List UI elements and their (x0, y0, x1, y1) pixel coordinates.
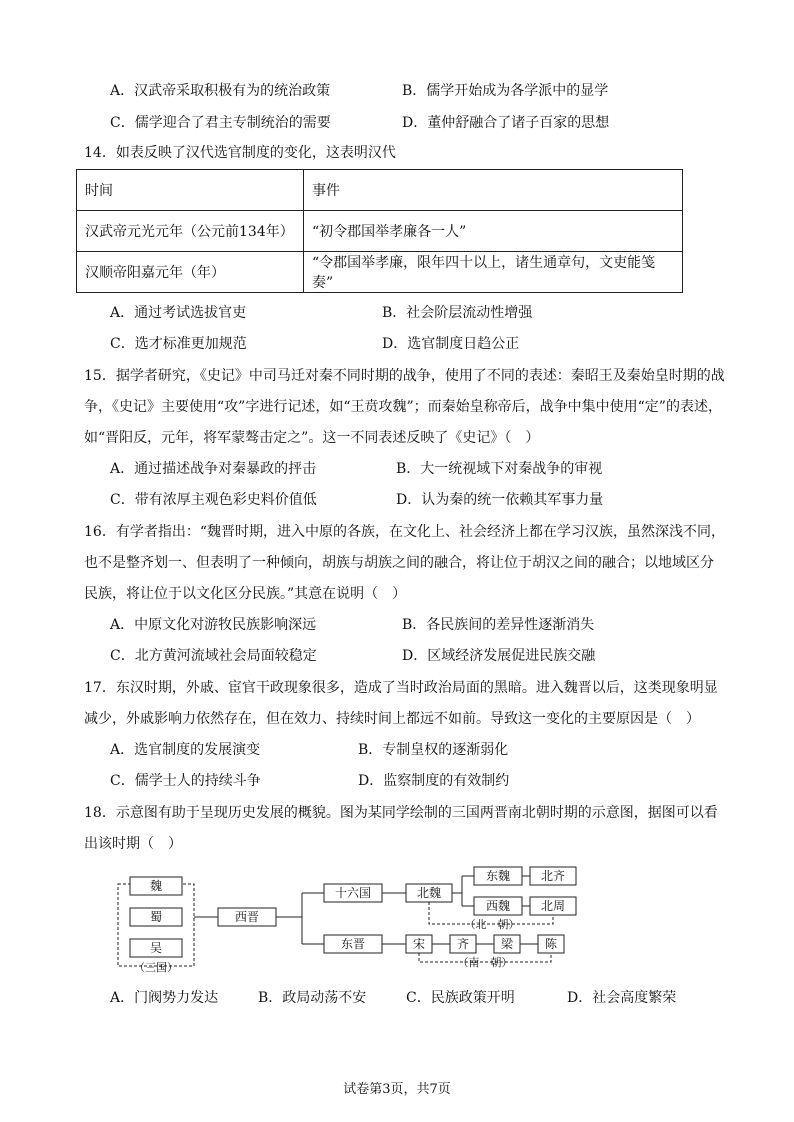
q14-option-c: C．选才标准更加规范 (110, 336, 247, 352)
table-cell: “初令郡国举孝廉各一人” (304, 211, 683, 252)
q17-option-a: A．选官制度的发展演变 (110, 742, 261, 758)
label-east-jin: 东晋 (340, 937, 366, 951)
q16-option-d: D．区域经济发展促进民族交融 (402, 648, 596, 664)
q16-option-a: A．中原文化对游牧民族影响深远 (110, 617, 317, 633)
table-cell: “令郡国举孝廉，限年四十以上，诸生通章句，文吏能笺奏” (304, 252, 683, 293)
q16-option-b: B．各民族间的差异性逐渐消失 (402, 617, 595, 633)
label-sixteen-kingdoms: 十六国 (334, 886, 372, 900)
q17-line-1: 17．东汉时期，外戚、宦官干政现象很多，造成了当时政治局面的黑暗。进入魏晋以后，这类现象明显 (84, 680, 718, 696)
q16-line-2: 也不是整齐划一、但表明了一种倾向，胡族与胡族之间的融合，将让位于胡汉之间的融合；以地域区分 (84, 555, 714, 571)
q14-stem: 14．如表反映了汉代选官制度的变化，这表明汉代 (84, 145, 396, 161)
q17-option-c: C．儒学士人的持续斗争 (110, 773, 261, 789)
table-row (77, 252, 683, 293)
dynasty-diagram (110, 860, 580, 975)
table-header-row (77, 170, 683, 211)
q17-option-b: B．专制皇权的逐渐弱化 (358, 742, 509, 758)
q16-line-1: 16．有学者指出：“魏晋时期，进入中原的各族，在文化上、社会经济上都在学习汉族，虽然深浅不同， (84, 524, 725, 540)
label-three-kingdoms: （三国） (134, 961, 178, 974)
table-cell: 汉顺帝阳嘉元年（年） (77, 252, 304, 293)
q16-option-c: C．北方黄河流域社会局面较稳定 (110, 648, 317, 664)
table-row (77, 211, 683, 252)
q15-line-1: 15．据学者研究，《史记》中司马迁对秦不同时期的战争，使用了不同的表述：秦昭王及秦始皇时期的战 (84, 368, 725, 384)
q17-option-d: D．监察制度的有效制约 (358, 773, 510, 789)
label-south-dynasties: （南 朝） (457, 956, 513, 969)
q18-option-c: C．民族政策开明 (406, 990, 515, 1006)
q13-option-c: C．儒学迎合了君主专制统治的需要 (110, 115, 331, 131)
table-header-time: 时间 (77, 170, 304, 211)
label-liang: 梁 (500, 937, 514, 951)
q15-line-3: 如“晋阳反，元年，将军蒙骜击定之”。这一不同表述反映了《史记》（ ） (84, 430, 540, 446)
label-chen: 陈 (544, 937, 558, 951)
q18-line-2: 出该时期（ ） (84, 836, 182, 852)
q13-option-a: A．汉武帝采取积极有为的统治政策 (110, 83, 331, 99)
table-cell: 汉武帝元光元年（公元前134年） (77, 211, 304, 252)
q15-option-c: C．带有浓厚主观色彩史料价值低 (110, 492, 317, 508)
label-north-zhou: 北周 (540, 899, 566, 913)
q14-table (76, 169, 683, 293)
q15-option-a: A．通过描述战争对秦暴政的抨击 (110, 461, 317, 477)
label-west-wei: 西魏 (485, 899, 511, 913)
page-footer: 试卷第3页，共7页 (343, 1082, 451, 1097)
label-west-jin: 西晋 (234, 910, 260, 924)
q18-line-1: 18．示意图有助于呈现历史发展的概貌。图为某同学绘制的三国两晋南北朝时期的示意图，据图可以看 (84, 805, 718, 821)
label-east-wei: 东魏 (485, 869, 511, 883)
q13-option-b: B．儒学开始成为各学派中的显学 (402, 83, 609, 99)
label-qi: 齐 (456, 937, 470, 951)
label-wei: 魏 (149, 879, 163, 893)
q18-option-d: D．社会高度繁荣 (567, 990, 677, 1006)
q15-option-b: B．大一统视域下对秦战争的审视 (396, 461, 603, 477)
q13-option-d: D．董仲舒融合了诸子百家的思想 (402, 115, 610, 131)
label-wu: 吴 (149, 941, 163, 955)
q15-line-2: 争，《史记》主要使用“攻”字进行记述，如“王贲攻魏”；而秦始皇称帝后，战争中集中使用“定”的表述， (84, 399, 722, 415)
q16-line-3: 民族，将让位于以文化区分民族。”其意在说明（ ） (84, 586, 407, 602)
q18-option-b: B．政局动荡不安 (258, 990, 367, 1006)
q17-line-2: 减少，外戚影响力依然存在，但在效力、持续时间上都远不如前。导致这一变化的主要原因是（ ） (84, 711, 700, 727)
q18-option-a: A．门阀势力发达 (110, 990, 219, 1006)
q14-option-d: D．选官制度日趋公正 (382, 336, 520, 352)
q15-option-d: D．认为秦的统一依赖其军事力量 (396, 492, 604, 508)
table-header-event: 事件 (304, 170, 683, 211)
label-north-wei: 北魏 (416, 886, 442, 900)
label-song: 宋 (412, 937, 426, 951)
label-shu: 蜀 (149, 910, 163, 924)
q14-option-a: A．通过考试选拔官吏 (110, 305, 247, 321)
q14-option-b: B．社会阶层流动性增强 (382, 305, 533, 321)
label-north-qi: 北齐 (540, 869, 566, 883)
label-north-dynasties: （北 朝） (464, 918, 520, 931)
